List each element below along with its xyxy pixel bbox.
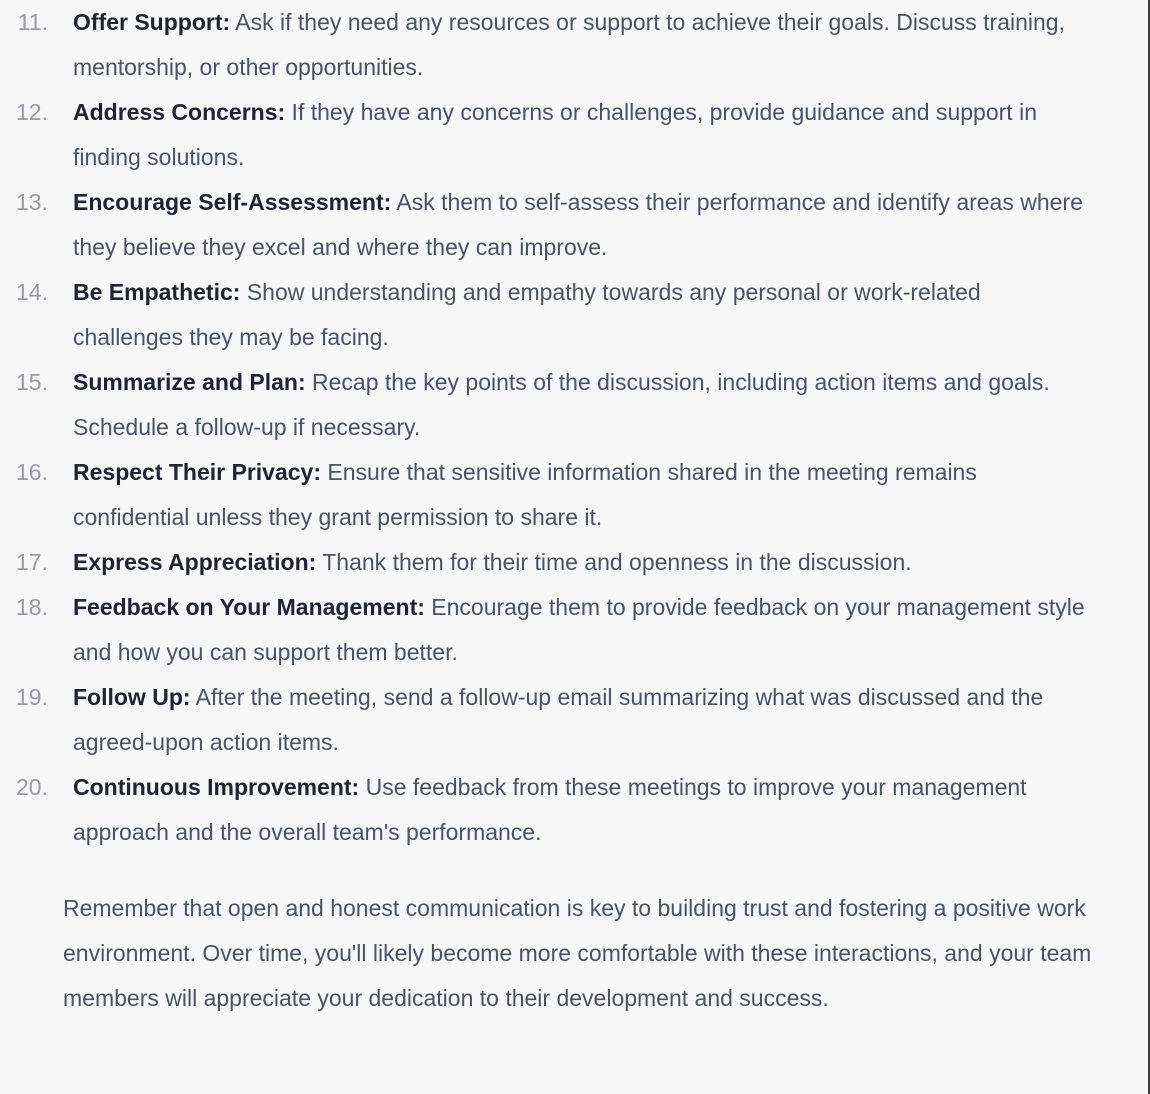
list-item-marker: 11. [17, 9, 48, 35]
list-item [0, 0, 1150, 90]
list-item [0, 90, 1150, 180]
list-item [0, 765, 1150, 855]
list-item-lead: Address Concerns: [73, 99, 286, 125]
list-item [0, 585, 1150, 675]
list-item-body: Thank them for their time and openness in the discussion. [316, 549, 912, 575]
list-item-text [73, 270, 1095, 360]
list-item [0, 450, 1150, 540]
list-item-lead: Follow Up: [73, 684, 191, 710]
list-item-text [73, 765, 1095, 855]
list-item-text [73, 540, 1095, 585]
list-item [0, 360, 1150, 450]
list-item-lead: Summarize and Plan: [73, 369, 306, 395]
list-item-marker: 19. [16, 684, 48, 710]
list-item-text [73, 585, 1095, 675]
list-item-text [73, 180, 1095, 270]
list-item-lead: Express Appreciation: [73, 549, 317, 575]
list-item-body: Use feedback from these meetings to improve your management approach and the overall team's performance. [73, 774, 1027, 845]
list-item-lead: Encourage Self-Assessment: [73, 189, 392, 215]
list-item-text [73, 90, 1095, 180]
list-item-lead: Offer Support: [73, 9, 231, 35]
list-item-body: Recap the key points of the discussion, including action items and goals. Schedule a follow-up if necessary. [73, 369, 1050, 440]
list-item-body: If they have any concerns or challenges, provide guidance and support in finding solutions. [73, 99, 1037, 170]
list-item-text [73, 360, 1095, 450]
list-item-marker: 13. [16, 189, 48, 215]
list-item-lead: Be Empathetic: [73, 279, 241, 305]
list-item [0, 540, 1150, 585]
list-item [0, 270, 1150, 360]
list-item-body: Ask them to self-assess their performance and identify areas where they believe they excel and where they can improve. [73, 189, 1083, 260]
closing-paragraph: Remember that open and honest communication is key to building trust and fostering a positive work environment. Over time, you'll likely become more comfortable with these interactions, and your team members will appreciate your dedication to their development and success. [63, 895, 1092, 1011]
list-item-body: Ask if they need any resources or support to achieve their goals. Discuss training, mentorship, or other opportunities. [73, 9, 1065, 80]
list-item-lead: Respect Their Privacy: [73, 459, 322, 485]
list-item-marker: 15. [16, 369, 48, 395]
list-item-marker: 14. [16, 279, 48, 305]
list-item-marker: 20. [16, 774, 48, 800]
list-item-body: Encourage them to provide feedback on your management style and how you can support them better. [73, 594, 1085, 665]
list-item-marker: 16. [16, 459, 48, 485]
list-item-marker: 17. [16, 549, 48, 575]
list-item-lead: Feedback on Your Management: [73, 594, 425, 620]
list-item-text [73, 450, 1095, 540]
list-item-text [73, 0, 1095, 90]
list-item-marker: 12. [16, 99, 48, 125]
list-item-body: Show understanding and empathy towards any personal or work-related challenges they may be facing. [73, 279, 981, 350]
list-item-body: After the meeting, send a follow-up email summarizing what was discussed and the agreed-upon action items. [73, 684, 1044, 755]
list-item-body: Ensure that sensitive information shared in the meeting remains confidential unless they grant permission to share it. [73, 459, 977, 530]
list-item-text [73, 675, 1095, 765]
list-item-marker: 18. [16, 594, 48, 620]
list-item [0, 180, 1150, 270]
list-item-lead: Continuous Improvement: [73, 774, 360, 800]
list-item [0, 675, 1150, 765]
